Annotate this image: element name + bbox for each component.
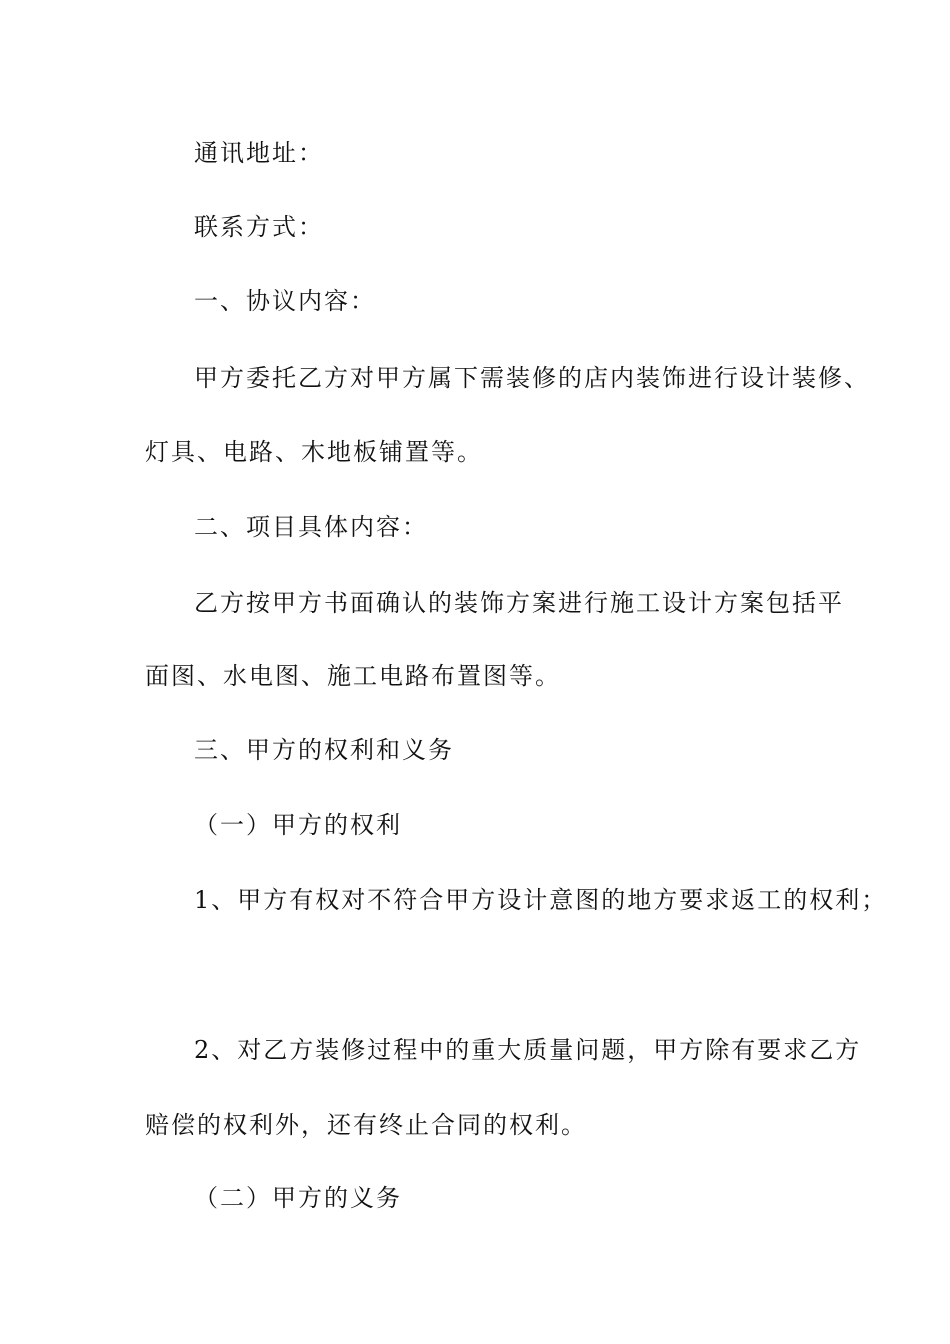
subsection-heading-rights: （一）甲方的权利 bbox=[194, 811, 402, 839]
rights-item-2-line-2: 赔偿的权利外，还有终止合同的权利。 bbox=[145, 1111, 587, 1139]
project-paragraph-line-1: 乙方按甲方书面确认的装饰方案进行施工设计方案包括平 bbox=[194, 589, 844, 617]
section-heading-rights-obligations: 三、甲方的权利和义务 bbox=[194, 736, 454, 764]
section-heading-project: 二、项目具体内容： bbox=[194, 513, 428, 541]
rights-item-2-line-1: 2、对乙方装修过程中的重大质量问题，甲方除有要求乙方 bbox=[194, 1036, 862, 1064]
contact-address-label: 通讯地址： bbox=[194, 139, 324, 167]
agreement-paragraph-line-1: 甲方委托乙方对甲方属下需装修的店内装饰进行设计装修、 bbox=[194, 364, 870, 392]
subsection-heading-obligations: （二）甲方的义务 bbox=[194, 1184, 402, 1212]
contact-method-label: 联系方式： bbox=[194, 213, 324, 241]
section-heading-agreement: 一、协议内容： bbox=[194, 287, 376, 315]
rights-item-1: 1、甲方有权对不符合甲方设计意图的地方要求返工的权利； bbox=[194, 886, 888, 914]
project-paragraph-line-2: 面图、水电图、施工电路布置图等。 bbox=[145, 662, 561, 690]
agreement-paragraph-line-2: 灯具、电路、木地板铺置等。 bbox=[145, 438, 483, 466]
